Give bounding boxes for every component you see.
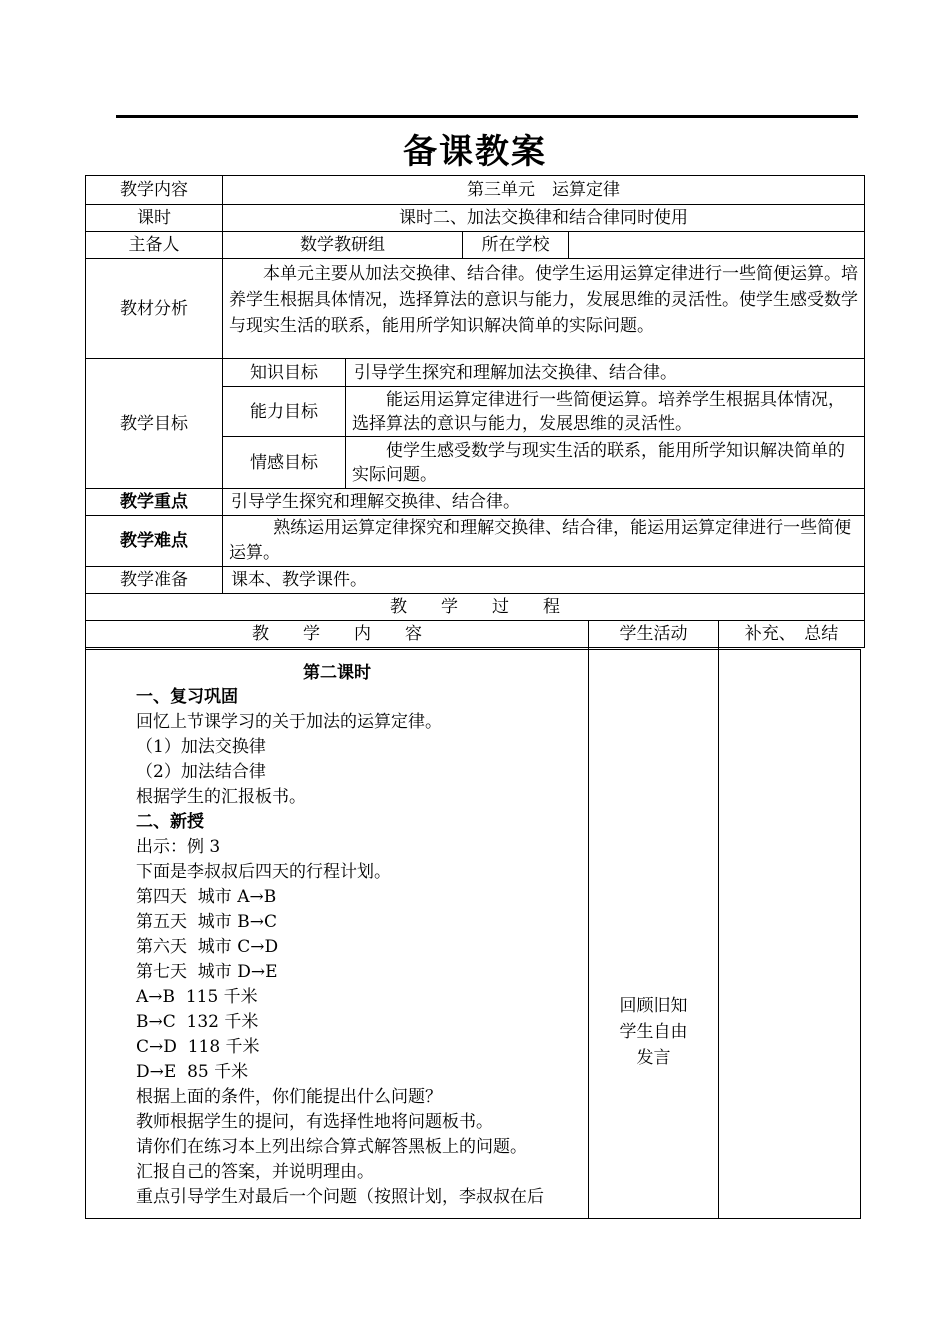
body-line: 教师根据学生的提问，有选择性地将问题板书。 (136, 1112, 493, 1132)
table-border (588, 620, 589, 1218)
knowledge-goal-label: 知识目标 (250, 362, 318, 383)
lesson-value: 课时二、加法交换律和结合律同时使用 (399, 208, 688, 228)
section-heading: 二、新授 (136, 812, 204, 832)
lesson-subtitle: 第二课时 (303, 662, 371, 683)
ability-goal-text: 能运用运算定律进行一些简便运算。培养学生根据具体情况，选择算法的意识与能力，发展思维的灵活性。 (352, 390, 845, 434)
analysis-text: 本单元主要从加法交换律、结合律。使学生运用运算定律进行一些简便运算。培养学生根据具体情况，选择算法的意识与能力，发展思维的灵活性。使学生感受数学与现实生活的联系，能用所学知识解决简单的实际问题。 (229, 264, 858, 336)
content-value: 第三单元 运算定律 (467, 180, 620, 200)
student-activity-line: 学生自由 (619, 1022, 688, 1042)
body-line: 下面是李叔叔后四天的行程计划。 (136, 862, 391, 882)
body-line: 第六天 城市 C→D (136, 937, 279, 957)
difficulty-text: 熟练运用运算定律探究和理解交换律、结合律，能运用运算定律进行一些简便运算。 (229, 518, 852, 563)
body-line: C→D 118 千米 (136, 1037, 260, 1057)
table-border (85, 1218, 861, 1219)
body-line: 出示：例 3 (136, 837, 221, 857)
table-border (85, 649, 861, 650)
col-notes-header: 补充、 总结 (744, 624, 839, 644)
ability-goal-label: 能力目标 (250, 401, 318, 422)
emotion-goal-label: 情感目标 (250, 452, 318, 473)
key-point-label: 教学重点 (120, 492, 188, 512)
section-heading: 一、复习巩固 (136, 687, 238, 707)
emotion-goal-text: 使学生感受数学与现实生活的联系，能用所学知识解决简单的实际问题。 (352, 441, 845, 485)
body-line: （2）加法结合律 (136, 762, 266, 782)
body-line: D→E 85 千米 (136, 1062, 249, 1082)
student-activity-text (589, 993, 718, 1073)
table-border (864, 175, 865, 648)
key-point-text: 引导学生探究和理解交换律、结合律。 (231, 492, 520, 512)
body-line: 重点引导学生对最后一个问题（按照计划，李叔叔在后 (136, 1187, 544, 1207)
table-border (860, 649, 861, 1219)
top-rule (116, 115, 858, 118)
table-border (718, 620, 719, 1218)
col-student-header: 学生活动 (619, 624, 688, 644)
body-line: 第四天 城市 A→B (136, 887, 277, 907)
preparer-label: 主备人 (128, 235, 180, 255)
analysis-label: 教材分析 (120, 298, 188, 319)
school-label: 所在学校 (481, 235, 550, 255)
body-line: 回忆上节课学习的关于加法的运算定律。 (136, 712, 442, 732)
preparation-text: 课本、教学课件。 (231, 570, 367, 590)
difficulty-label: 教学难点 (120, 531, 188, 551)
body-line: 请你们在练习本上列出综合算式解答黑板上的问题。 (136, 1137, 527, 1157)
process-heading: 教 学 过 程 (390, 597, 560, 617)
lesson-label: 课时 (137, 208, 171, 228)
knowledge-goal-text: 引导学生探究和理解加法交换律、结合律。 (354, 363, 677, 383)
preparer-value: 数学教研组 (300, 235, 385, 255)
body-line: 根据上面的条件，你们能提出什么问题？ (136, 1087, 442, 1107)
content-label: 教学内容 (120, 180, 188, 200)
page-title: 备课教案 (403, 132, 547, 172)
body-line: A→B 115 千米 (136, 987, 258, 1007)
body-line: （1）加法交换律 (136, 737, 266, 757)
school-value (569, 232, 864, 258)
body-line: 汇报自己的答案，并说明理由。 (136, 1162, 374, 1182)
col-content-header: 教 学 内 容 (252, 624, 422, 644)
body-line: 第五天 城市 B→C (136, 912, 277, 932)
body-line: 第七天 城市 D→E (136, 962, 278, 982)
lesson-body-text (136, 685, 586, 1210)
table-border (85, 647, 865, 648)
student-activity-line: 发言 (636, 1048, 671, 1068)
goals-label: 教学目标 (120, 413, 188, 434)
student-activity-line: 回顾旧知 (619, 996, 688, 1016)
body-line: 根据学生的汇报板书。 (136, 787, 306, 807)
body-line: B→C 132 千米 (136, 1012, 259, 1032)
preparation-label: 教学准备 (120, 570, 188, 590)
